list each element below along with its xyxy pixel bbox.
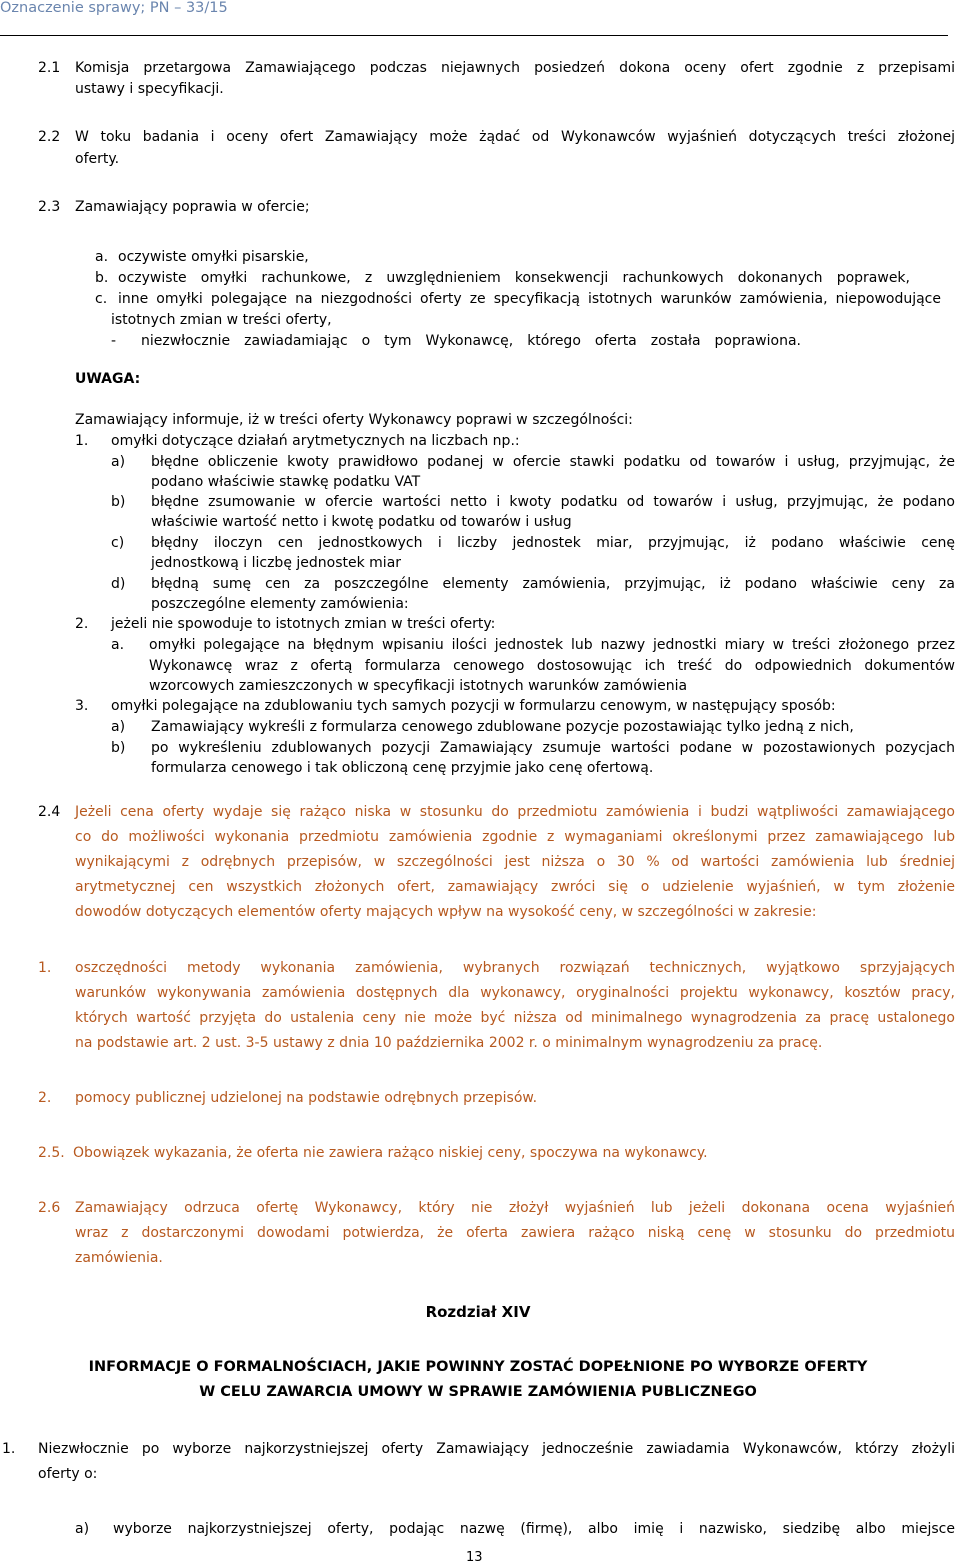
uwaga-i1d-mark: d) [111, 576, 126, 592]
s2-4-p2-num: 2. [38, 1090, 52, 1106]
s2-2-line2: oferty. [75, 151, 120, 167]
uwaga-i3b-line2: formularza cenowego i tak obliczoną cenę przyjmie jako cenę ofertową. [151, 760, 654, 776]
s2-5-num: 2.5. [38, 1145, 65, 1161]
chapter-heading-line1: INFORMACJE O FORMALNOŚCIACH, JAKIE POWINNY ZOSTAĆ DOPEŁNIONE PO WYBORZE OFERTY [88, 1359, 868, 1375]
s2-6-line1: Zamawiający odrzuca ofertę Wykonawcy, który nie złożył wyjaśnień lub jeżeli dokonana ocena wyjaśnień [75, 1200, 955, 1216]
s2-3-dash-text: niezwłocznie zawiadamiając o tym Wykonawcę, którego oferta została poprawiona. [141, 333, 801, 349]
uwaga-i3-text: omyłki polegające na zdublowaniu tych samych pozycji w formularzu cenowym, w następujący sposób: [111, 698, 836, 714]
uwaga-i1-num: 1. [75, 433, 89, 449]
uwaga-i1a-line1: błędne obliczenie kwoty prawidłowo podanej w ofercie stawki podatku od towarów i usług, przyjmując, że [151, 454, 955, 470]
s2-4-line2: co do możliwości wykonania przedmiotu zamówienia zgodnie z wymaganiami określonymi przez zamawiającego lub [75, 829, 955, 845]
uwaga-i1d-line2: poszczególne elementy zamówienia: [151, 596, 409, 612]
chapter-p1a-text: wyborze najkorzystniejszej oferty, podając nazwę (firmę), albo imię i nazwisko, siedzibę albo miejsce [113, 1521, 955, 1537]
uwaga-i2a-line1: omyłki polegające na błędnym wpisaniu ilości jednostek lub nazwy jednostki miary w treści złożonego przez [149, 637, 955, 653]
s2-6-line3: zamówienia. [75, 1250, 163, 1266]
page-number: 13 [466, 1550, 483, 1565]
s2-2-num: 2.2 [38, 129, 61, 145]
uwaga-i1c-line1: błędny iloczyn cen jednostkowych i liczby jednostek miar, przyjmując, iż podano właściwie cenę [151, 535, 955, 551]
s2-3-c-mark: c. [95, 291, 108, 307]
uwaga-intro: Zamawiający informuje, iż w treści oferty Wykonawcy poprawi w szczególności: [75, 412, 633, 428]
s2-4-p1-line4: na podstawie art. 2 ust. 3-5 ustawy z dnia 10 października 2002 r. o minimalnym wynagrodzeniu za pracę. [75, 1035, 823, 1051]
s2-6-num: 2.6 [38, 1200, 61, 1216]
s2-4-p1-line2: warunków wykonywania zamówienia dostępnych dla wykonawcy, oryginalności projektu wykonawcy, kosztów pracy, [75, 985, 955, 1001]
chapter-p1-num: 1. [2, 1441, 16, 1457]
uwaga-i2a-line3: wzorcowych zamieszczonych w specyfikacji istotnych warunków zamówienia [149, 678, 688, 694]
s2-5-text: Obowiązek wykazania, że oferta nie zawiera rażąco niskiej ceny, spoczywa na wykonawcy. [73, 1145, 708, 1161]
s2-1-num: 2.1 [38, 60, 61, 76]
chapter-title: Rozdział XIV [425, 1303, 531, 1321]
uwaga-i1b-line1: błędne zsumowanie w ofercie wartości netto i kwoty podatku od towarów i usług, przyjmując, że podano [151, 494, 955, 510]
chapter-p1a-mark: a) [75, 1521, 90, 1537]
s2-4-num: 2.4 [38, 804, 61, 820]
header-rule [0, 35, 948, 36]
uwaga-i1a-line2: podano właściwie stawkę podatku VAT [151, 474, 421, 490]
s2-4-p1-line1: oszczędności metody wykonania zamówienia, wybranych rozwiązań technicznych, wyjątkowo sprzyjających [75, 960, 955, 976]
s2-3-a-text: oczywiste omyłki pisarskie, [118, 249, 309, 265]
s2-3-a-mark: a. [95, 249, 109, 265]
s2-3-c-line1: inne omyłki polegające na niezgodności oferty ze specyfikacją istotnych warunków zamówienia, niepowodujące [118, 291, 941, 307]
chapter-p1-line2: oferty o: [38, 1466, 98, 1482]
uwaga-title: UWAGA: [75, 371, 141, 387]
s2-4-line3: wynikającymi z odrębnych przepisów, w szczególności jest niższa o 30 % od wartości zamówienia lub średniej [75, 854, 955, 870]
uwaga-i2a-line2: Wykonawcę wraz z ofertą formularza cenowego dostosowując ich treść do odpowiednich dokumentów [149, 658, 955, 674]
uwaga-i1b-line2: właściwie wartość netto i kwotę podatku od towarów i usług [151, 514, 572, 530]
s2-3-dash-mark: - [111, 333, 117, 349]
uwaga-i2a-mark: a. [111, 637, 125, 653]
s2-4-p2-text: pomocy publicznej udzielonej na podstawie odrębnych przepisów. [75, 1090, 538, 1106]
uwaga-i1-text: omyłki dotyczące działań arytmetycznych na liczbach np.: [111, 433, 520, 449]
s2-2-line1: W toku badania i oceny ofert Zamawiający może żądać od Wykonawców wyjaśnień dotyczących treści złożonej [75, 129, 955, 145]
uwaga-i1d-line1: błędną sumę cen za poszczególne elementy zamówienia, przyjmując, iż podano właściwie ceny za [151, 576, 955, 592]
case-mark: Oznaczenie sprawy; PN – 33/15 [0, 0, 228, 16]
s2-3-b-mark: b. [95, 270, 109, 286]
chapter-p1-line1: Niezwłocznie po wyborze najkorzystniejszej oferty Zamawiający jednocześnie zawiadamia Wykonawców, którzy złożyli [38, 1441, 955, 1457]
s2-4-line5: dowodów dotyczących elementów oferty mających wpływ na wysokość ceny, w szczególności w zakresie: [75, 904, 817, 920]
s2-3-c-line2: istotnych zmian w treści oferty, [111, 312, 332, 328]
s2-1-line2: ustawy i specyfikacji. [75, 81, 224, 97]
uwaga-i2-num: 2. [75, 616, 89, 632]
s2-4-line4: arytmetycznej cen wszystkich złożonych ofert, zamawiający zwróci się o udzielenie wyjaśnień, w tym złożenie [75, 879, 955, 895]
s2-4-line1: Jeżeli cena oferty wydaje się rażąco niska w stosunku do przedmiotu zamówienia i budzi wątpliwości zamawiającego [75, 804, 955, 820]
uwaga-i3a-mark: a) [111, 719, 126, 735]
s2-3-line1: Zamawiający poprawia w ofercie; [75, 199, 310, 215]
chapter-heading-line2: W CELU ZAWARCIA UMOWY W SPRAWIE ZAMÓWIENIA PUBLICZNEGO [199, 1384, 757, 1400]
uwaga-i2-text: jeżeli nie spowoduje to istotnych zmian w treści oferty: [111, 616, 496, 632]
uwaga-i1c-line2: jednostkową i liczbę jednostek miar [151, 555, 402, 571]
uwaga-i3b-line1: po wykreśleniu zdublowanych pozycji Zamawiający zsumuje wartości podane w pozostawionych pozycjach [151, 740, 955, 756]
uwaga-i3b-mark: b) [111, 740, 126, 756]
s2-3-num: 2.3 [38, 199, 61, 215]
s2-4-p1-num: 1. [38, 960, 52, 976]
uwaga-i3a-text: Zamawiający wykreśli z formularza cenowego zdublowane pozycje pozostawiając tylko jedną z nich, [151, 719, 854, 735]
uwaga-i1a-mark: a) [111, 454, 126, 470]
s2-4-p1-line3: których wartość przyjęta do ustalenia ceny nie może być niższa od minimalnego wynagrodzenia za pracę ustalonego [75, 1010, 955, 1026]
s2-1-line1: Komisja przetargowa Zamawiającego podczas niejawnych posiedzeń dokona oceny ofert zgodnie z przepisami [75, 60, 955, 76]
uwaga-i1c-mark: c) [111, 535, 125, 551]
s2-3-b-text: oczywiste omyłki rachunkowe, z uwzględnieniem konsekwencji rachunkowych dokonanych poprawek, [118, 270, 910, 286]
s2-6-line2: wraz z dostarczonymi dowodami potwierdza, że oferta zawiera rażąco niską cenę w stosunku do przedmiotu [75, 1225, 955, 1241]
uwaga-i1b-mark: b) [111, 494, 126, 510]
uwaga-i3-num: 3. [75, 698, 89, 714]
